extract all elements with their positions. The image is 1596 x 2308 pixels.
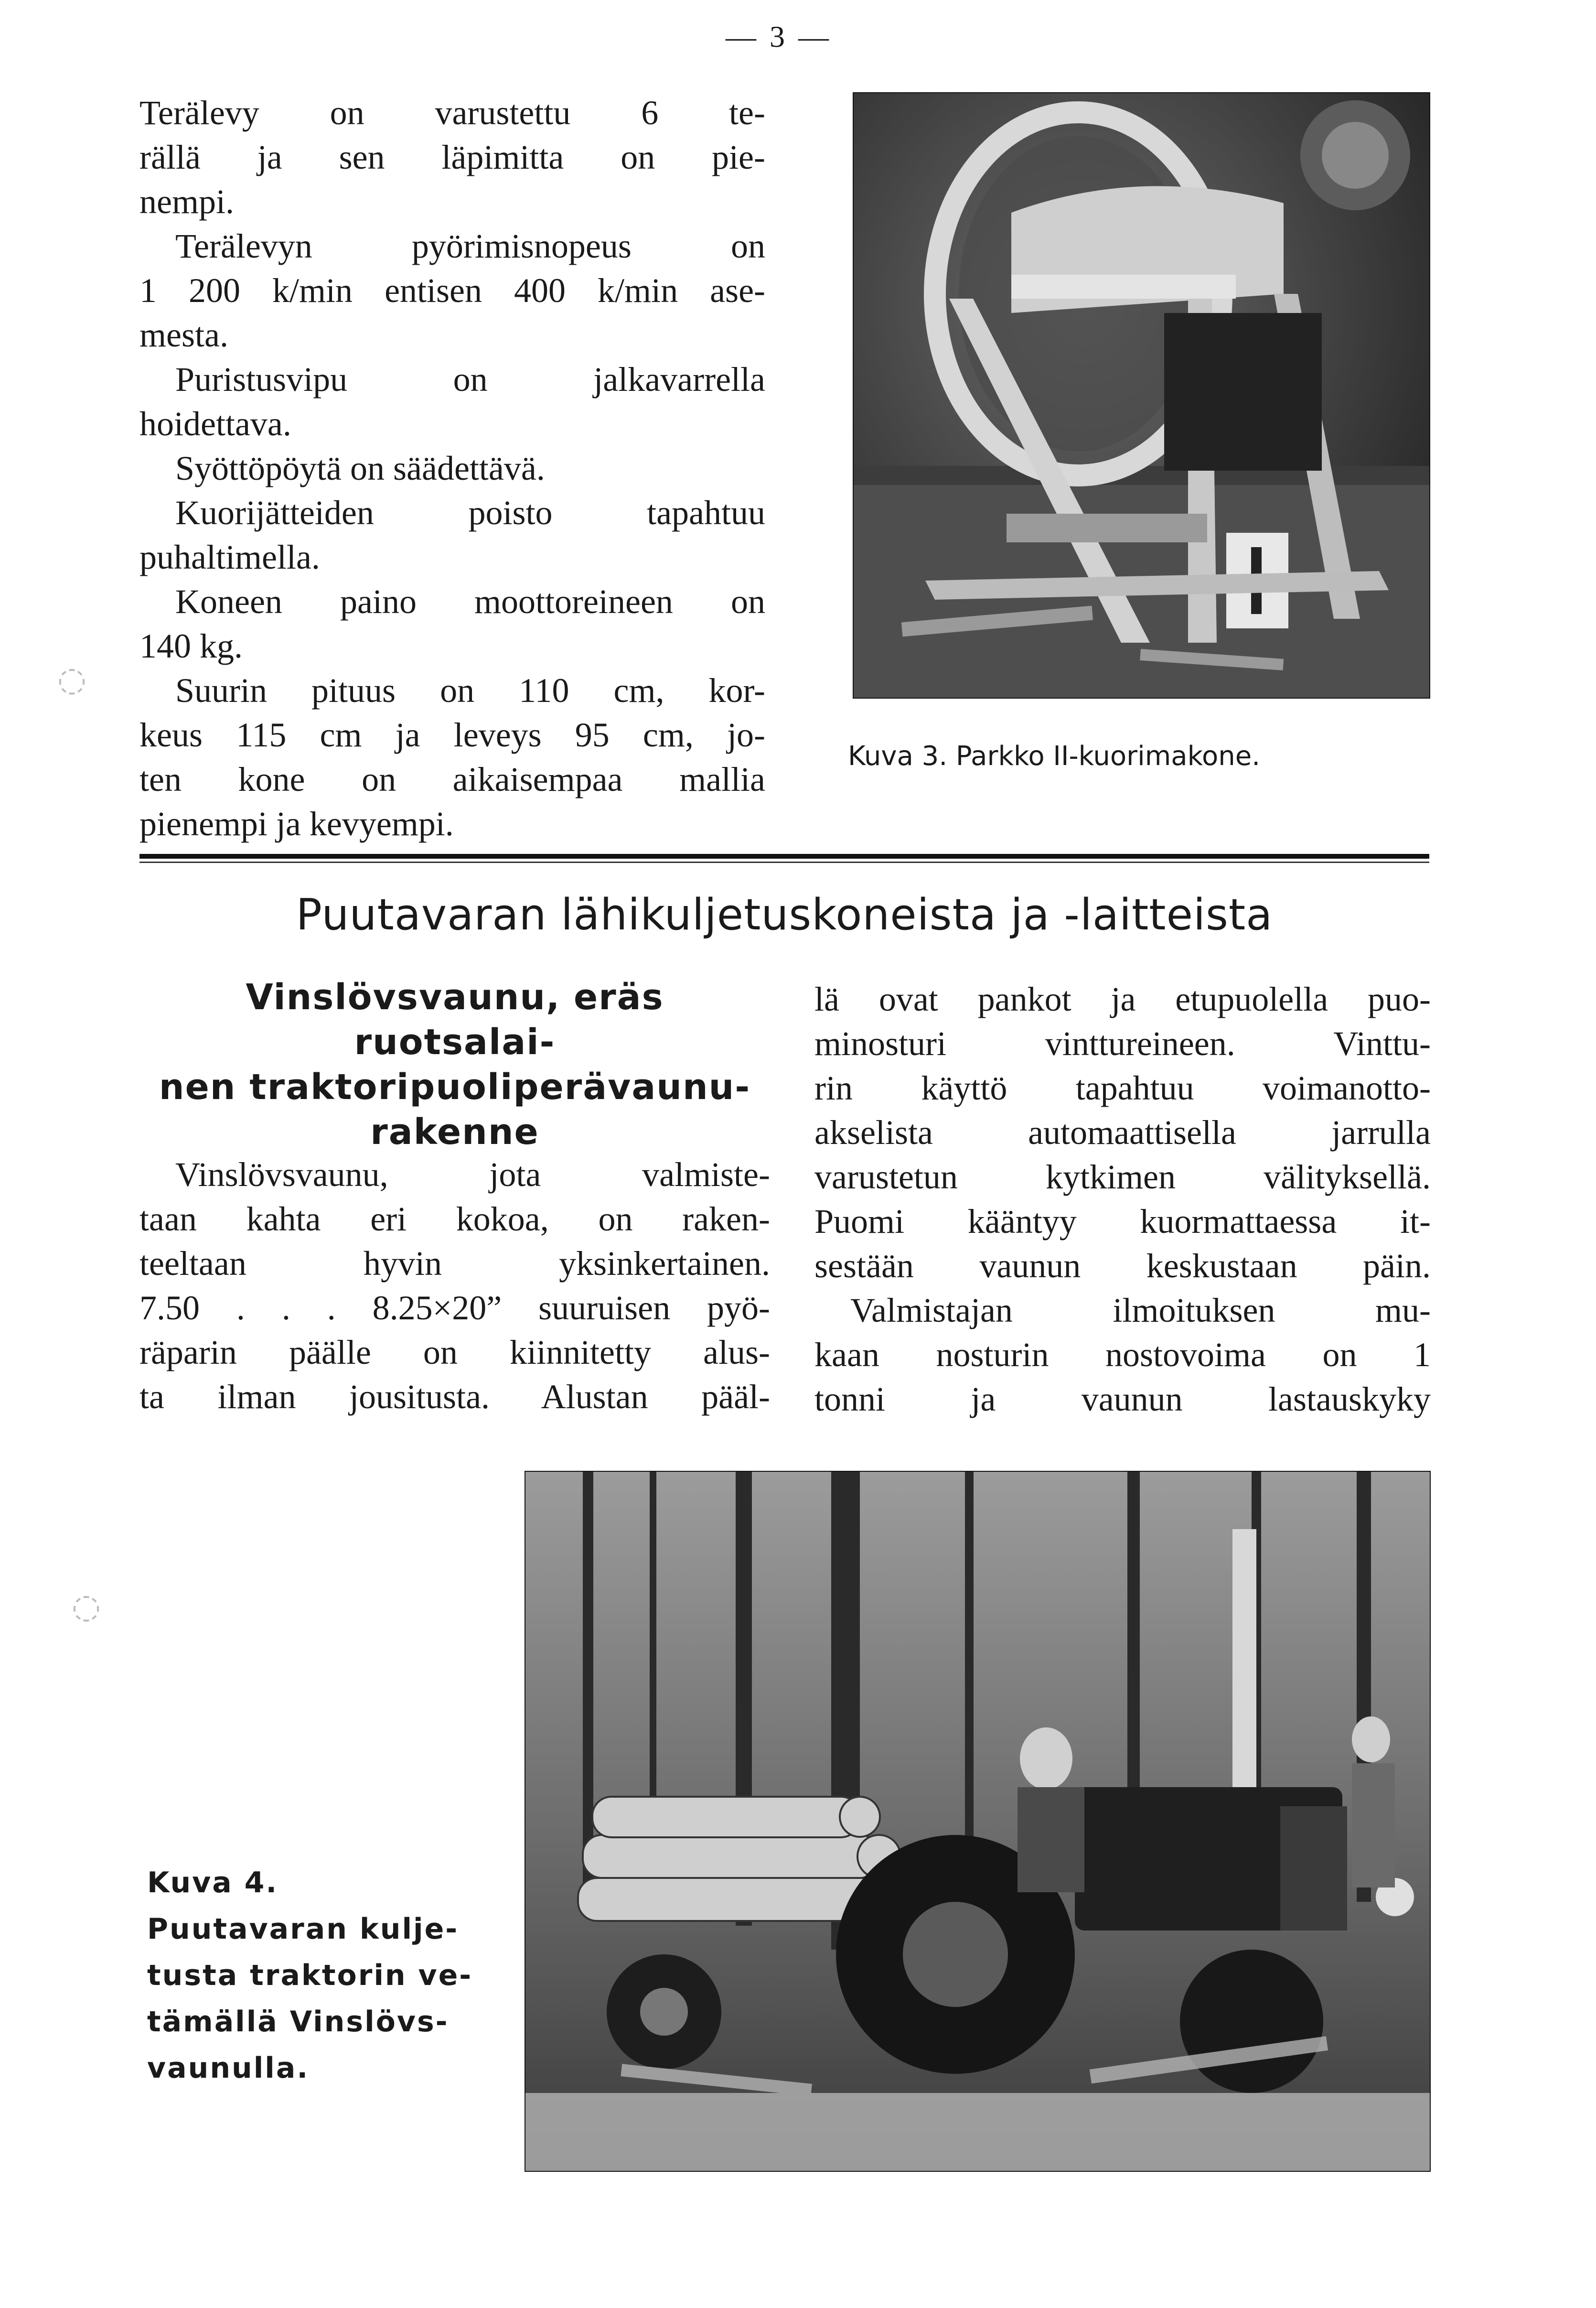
machine-photo-graphic: [854, 93, 1429, 698]
text-line: Puristusvipu on jalkavarrella: [175, 360, 765, 399]
text-line: hoidettava.: [139, 405, 291, 443]
paragraph: [139, 491, 765, 580]
text-line: Suurin pituus on 110 cm, kor-: [175, 671, 765, 710]
paragraph: [139, 357, 765, 446]
text-line: 7.50 . . . 8.25×20” suuruisen pyö-: [139, 1289, 770, 1327]
heading-line: Vinslövsvaunu, eräs ruotsalai-: [246, 977, 664, 1063]
text-line: rin käyttö tapahtuu voimanotto-: [814, 1069, 1431, 1107]
text-line: räparin päälle on kiinnitetty alus-: [139, 1333, 770, 1371]
text-line: Valmistajan ilmoituksen mu-: [850, 1291, 1431, 1329]
text-line: 1 200 k/min entisen 400 k/min ase-: [139, 271, 765, 310]
punch-hole-mark: ◌: [57, 659, 87, 699]
text-line: Terälevy on varustettu 6 te-: [139, 94, 765, 132]
text-line: Syöttöpöytä on säädettävä.: [175, 449, 545, 487]
text-line: Vinslövsvaunu, jota valmiste-: [175, 1155, 770, 1194]
paragraph: [139, 446, 765, 491]
caption-line: tusta traktorin ve-: [147, 1959, 473, 1992]
section-heading: Puutavaran lähikuljetuskoneista ja -laitteista: [296, 890, 1273, 940]
text-line: sestään vaunun keskustaan päin.: [814, 1247, 1431, 1285]
article-left-column: [139, 1153, 770, 1419]
text-line: Terälevyn pyörimisnopeus on: [175, 227, 765, 265]
heading-line: rakenne: [370, 1111, 539, 1153]
text-line: mesta.: [139, 316, 228, 354]
page-number: — 3 —: [726, 20, 832, 54]
paragraph: [139, 224, 765, 357]
intro-text-block: [139, 91, 765, 846]
caption-line: Puutavaran kulje-: [147, 1912, 459, 1946]
tractor-photo-graphic: [525, 1472, 1430, 2171]
text-line: teeltaan hyvin yksinkertainen.: [139, 1244, 770, 1283]
figure-3-caption: Kuva 3. Parkko II-kuorimakone.: [848, 741, 1261, 772]
paragraph: [139, 580, 765, 669]
paragraph: [139, 91, 765, 224]
section-divider-thin: [139, 862, 1429, 863]
text-line: Puomi kääntyy kuormattaessa it-: [814, 1202, 1431, 1240]
text-line: kaan nosturin nostovoima on 1: [814, 1336, 1431, 1374]
text-line: rällä ja sen läpimitta on pie-: [139, 138, 765, 176]
caption-line: vaunulla.: [147, 2051, 310, 2085]
text-line: ten kone on aikaisempaa mallia: [139, 760, 765, 798]
text-line: akselista automaattisella jarrulla: [814, 1113, 1431, 1152]
section-divider: [139, 854, 1429, 859]
heading-line: nen traktoripuoliperävaunu-: [159, 1067, 751, 1108]
paragraph: [139, 669, 765, 846]
text-line: minosturi vinttureineen. Vinttu-: [814, 1025, 1431, 1063]
text-line: nempi.: [139, 183, 234, 221]
punch-hole-mark: ◌: [72, 1586, 101, 1626]
caption-line: Kuva 4.: [147, 1866, 278, 1899]
text-line: ta ilman jousitusta. Alustan pääl-: [139, 1378, 770, 1416]
text-line: 140 kg.: [139, 627, 243, 665]
text-line: Kuorijätteiden poisto tapahtuu: [175, 494, 765, 532]
figure-4-caption: [147, 1860, 491, 2092]
text-line: taan kahta eri kokoa, on raken-: [139, 1200, 770, 1238]
article-heading: [139, 975, 770, 1154]
text-line: Koneen paino moottoreineen on: [175, 582, 765, 621]
text-line: puhaltimella.: [139, 538, 320, 576]
text-line: lä ovat pankot ja etupuolella puo-: [814, 980, 1431, 1018]
tractor-photo: [525, 1471, 1431, 2172]
article-right-column: [814, 977, 1431, 1422]
text-line: varustetun kytkimen välityksellä.: [814, 1158, 1431, 1196]
text-line: pienempi ja kevyempi.: [139, 805, 454, 843]
machine-photo: [853, 92, 1430, 699]
text-line: tonni ja vaunun lastauskyky: [814, 1380, 1431, 1418]
text-line: keus 115 cm ja leveys 95 cm, jo-: [139, 716, 765, 754]
caption-line: tämällä Vinslövs-: [147, 2005, 449, 2038]
